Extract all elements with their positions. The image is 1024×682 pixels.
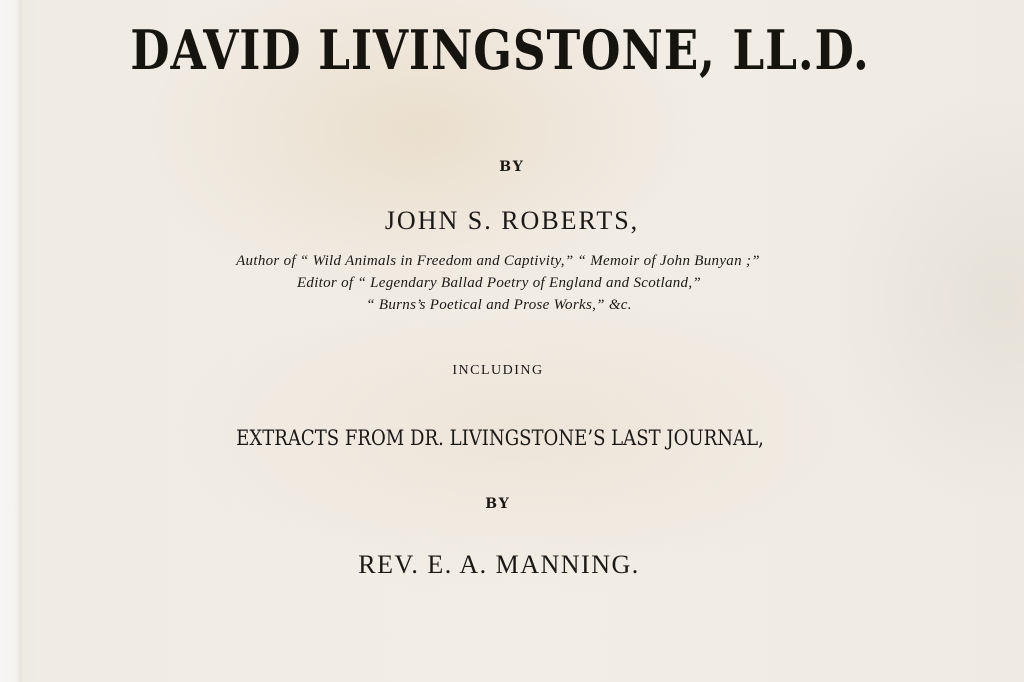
by-label: BY <box>499 159 525 175</box>
author-credit-line: Author of “ Wild Animals in Freedom and Captivity,” “ Memoir of John Bunyan ;” <box>236 253 760 269</box>
by-label: BY <box>485 496 511 512</box>
including-label: INCLUDING <box>452 363 544 378</box>
author-name: JOHN S. ROBERTS, <box>384 206 640 235</box>
author-credit-line: “ Burns’s Poetical and Prose Works,” &c. <box>366 297 632 313</box>
book-title: DAVID LIVINGSTONE, LL.D. <box>130 18 870 82</box>
editor-name: REV. E. A. MANNING. <box>358 550 640 579</box>
author-credit-line: Editor of “ Legendary Ballad Poetry of England and Scotland,” <box>296 275 702 291</box>
extracts-line: EXTRACTS FROM DR. LIVINGSTONE’S LAST JOURNAL, <box>236 426 764 450</box>
